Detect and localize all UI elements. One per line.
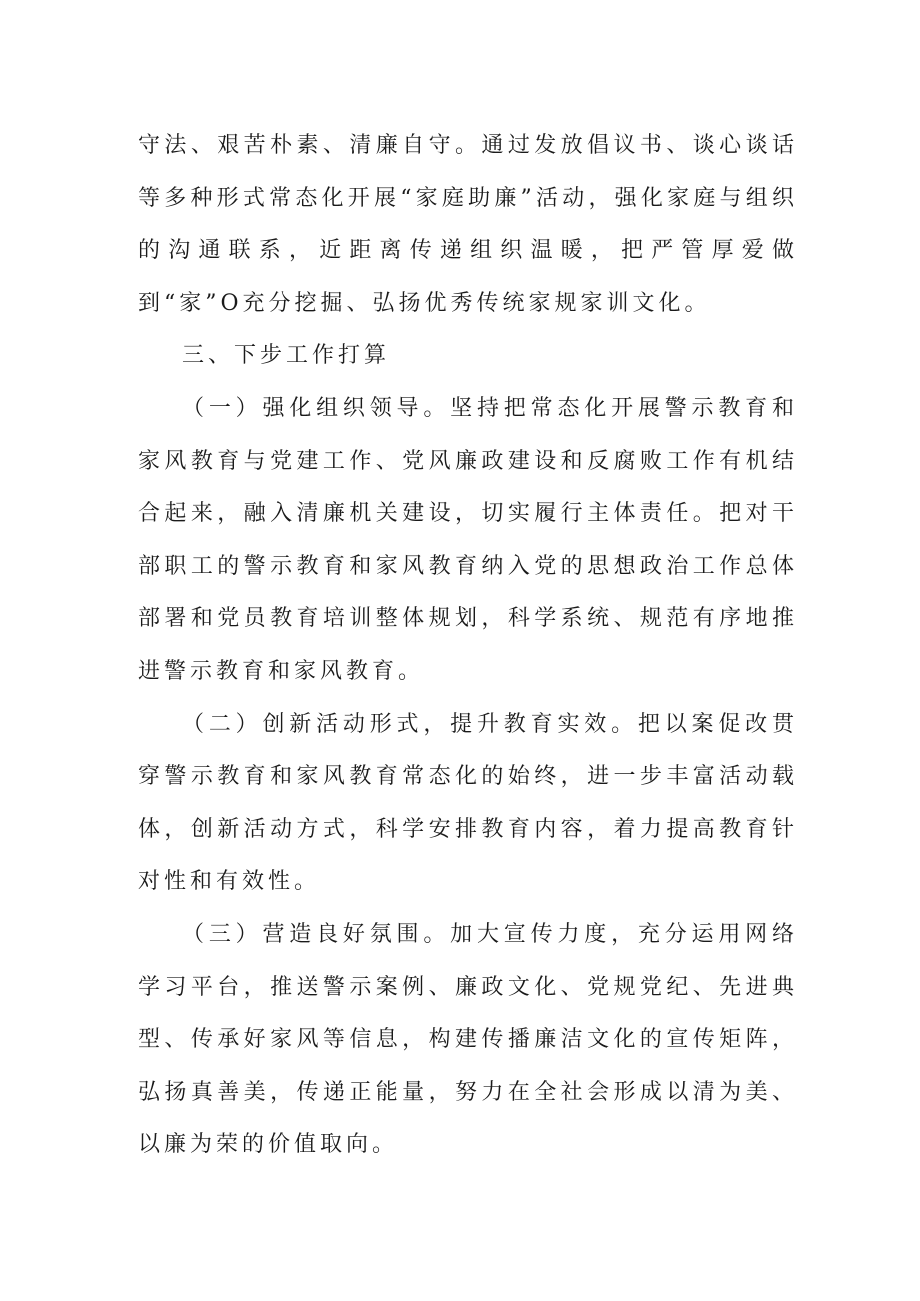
paragraph-strengthen-leadership: （一）强化组织领导。坚持把常态化开展警示教育和家风教育与党建工作、党风廉政建设和反腐败工作有机结合起来，融入清廉机关建设，切实履行主体责任。把对干部职工的警示教育和家风教育纳入党的思想政治工作总体部署和党员教育培训整体规划，科学系统、规范有序地推进警示教育和家风教育。 <box>138 395 798 684</box>
paragraph-continuation: 守法、艰苦朴素、清廉自守。通过发放倡议书、谈心谈话等多种形式常态化开展“家庭助廉”活动，强化家庭与组织的沟通联系，近距离传递组织温暖，把严管厚爱做到“家”O充分挖掘、弘扬优秀传统家规家训文化。 <box>138 133 798 316</box>
section-heading: 三、下步工作打算 <box>182 343 391 369</box>
paragraph-create-atmosphere: （三）营造良好氛围。加大宣传力度，充分运用网络学习平台，推送警示案例、廉政文化、党规党纪、先进典型、传承好家风等信息，构建传播廉洁文化的宣传矩阵，弘扬真善美，传递正能量，努力在全社会形成以清为美、以廉为荣的价值取向。 <box>138 921 798 1158</box>
paragraph-innovate-activities: （二）创新活动形式，提升教育实效。把以案促改贯穿警示教育和家风教育常态化的始终，进一步丰富活动载体，创新活动方式，科学安排教育内容，着力提高教育针对性和有效性。 <box>138 711 798 895</box>
document-body <box>138 120 798 1172</box>
